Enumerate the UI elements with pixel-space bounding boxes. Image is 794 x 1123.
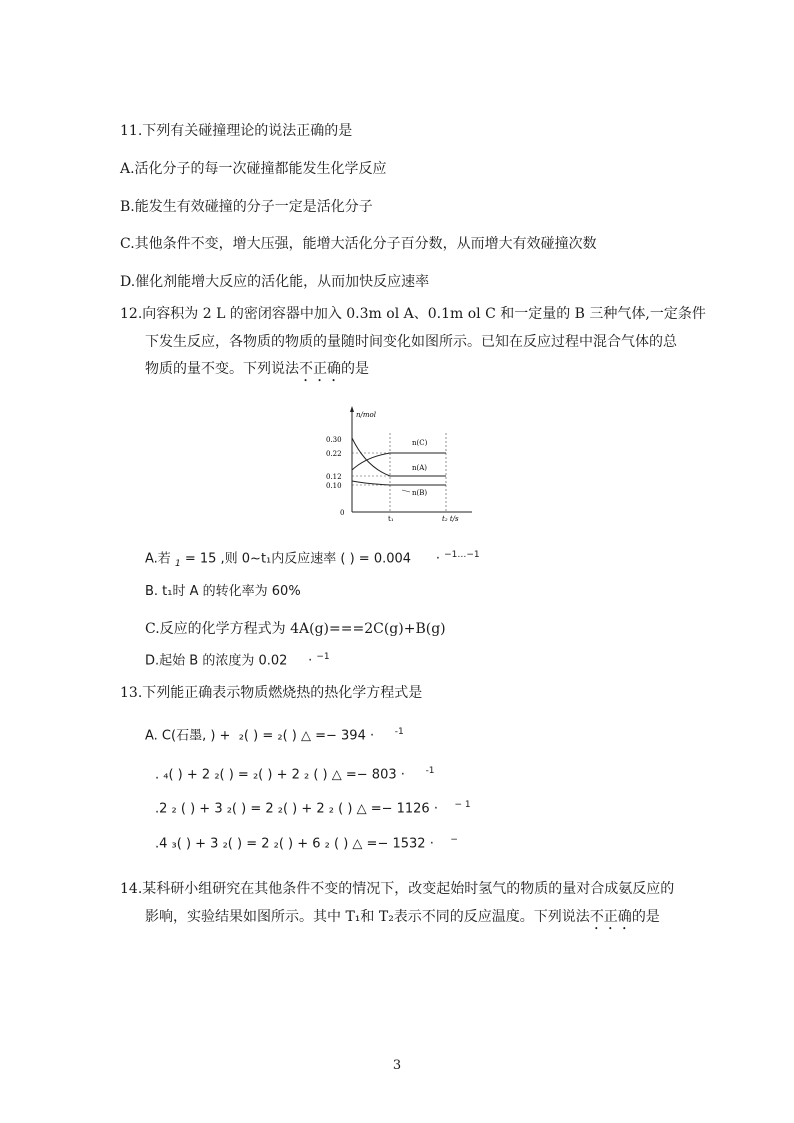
y-axis-label: n/mol	[356, 411, 376, 419]
label-nC: n(C)	[412, 439, 428, 447]
q13-option-a: A. C(石墨, ) + ₂( ) = ₂( ) △ =− 394 · $^{-1}$	[145, 727, 404, 744]
q12-option-d: D.起始 B 的浓度为 0.02 · $^{-1}$	[145, 652, 330, 669]
q12-stem-line3: 物质的量不变。下列说法不正确的是	[145, 361, 369, 377]
q13-option-d: .4 ₃( ) + 3 ₂( ) = 2 ₂( ) + 6 ₂ ( ) △ =− 1532 · −	[155, 835, 458, 852]
ytick-030: 0.30	[326, 436, 342, 444]
xtick-t2: t₂ t/s	[442, 515, 459, 523]
q11-option-d: D.催化剂能增大反应的活化能，从而加快反应速率	[120, 274, 430, 290]
ytick-010: 0.10	[326, 482, 342, 490]
page-number: 3	[392, 1058, 402, 1073]
q14-stem-line1: 14.某科研小组研究在其他条件不变的情况下，改变起始时氢气的物质的量对合成氨反应的	[120, 881, 675, 897]
emphasis-not-correct: 不正确	[589, 909, 632, 925]
q13-stem: 13.下列能正确表示物质燃烧热的热化学方程式是	[120, 685, 423, 701]
q11-stem: 11.下列有关碰撞理论的说法正确的是	[120, 123, 353, 139]
q11-option-c: C.其他条件不变，增大压强，能增大活化分子百分数，从而增大有效碰撞次数	[120, 236, 597, 252]
q13-option-c: .2 ₂ ( ) + 3 ₂( ) = 2 ₂( ) + 2 ₂ ( ) △ =− 1126 · $^{- 1}$	[155, 800, 471, 817]
xtick-t1: t₁	[388, 515, 394, 523]
q11-option-b: B.能发生有效碰撞的分子一定是活化分子	[120, 199, 373, 215]
curve-nC	[352, 453, 446, 470]
q12-option-c: C.反应的化学方程式为 4A(g)===2C(g)+B(g)	[145, 621, 446, 637]
q14-stem-line2: 影响，实验结果如图所示。其中 T₁和 T₂表示不同的反应温度。下列说法不正确的是	[145, 909, 660, 925]
ytick-022: 0.22	[326, 450, 342, 458]
curve-nA	[352, 438, 446, 476]
amount-vs-time-graph	[318, 405, 478, 523]
emphasis-not-correct: 不正确	[299, 361, 341, 377]
q12-option-b: B. t₁时 A 的转化率为 60%	[145, 584, 301, 599]
q12-option-a: A.若 $_1$ = 15 ,则 0~t₁内反应速率 ( ) = 0.004 · $^{-1\dots-1}$	[145, 550, 480, 569]
ytick-0: 0	[340, 509, 345, 517]
q11-option-a: A.活化分子的每一次碰撞都能发生化学反应	[120, 161, 387, 177]
ytick-012: 0.12	[326, 473, 342, 481]
label-nB: n(B)	[412, 489, 428, 497]
curve-nB	[352, 481, 446, 485]
q13-option-b: . ₄( ) + 2 ₂( ) = ₂( ) + 2 ₂ ( ) △ =− 803 · $^{-1}$	[155, 766, 435, 783]
q12-stem-line2: 下发生反应，各物质的物质的量随时间变化如图所示。已知在反应过程中混合气体的总	[145, 334, 677, 350]
q12-stem-line1: 12.向容积为 2 L 的密闭容器中加入 0.3m ol A、0.1m ol C 和一定量的 B 三种气体,一定条件	[120, 306, 706, 322]
label-nA: n(A)	[412, 464, 428, 472]
